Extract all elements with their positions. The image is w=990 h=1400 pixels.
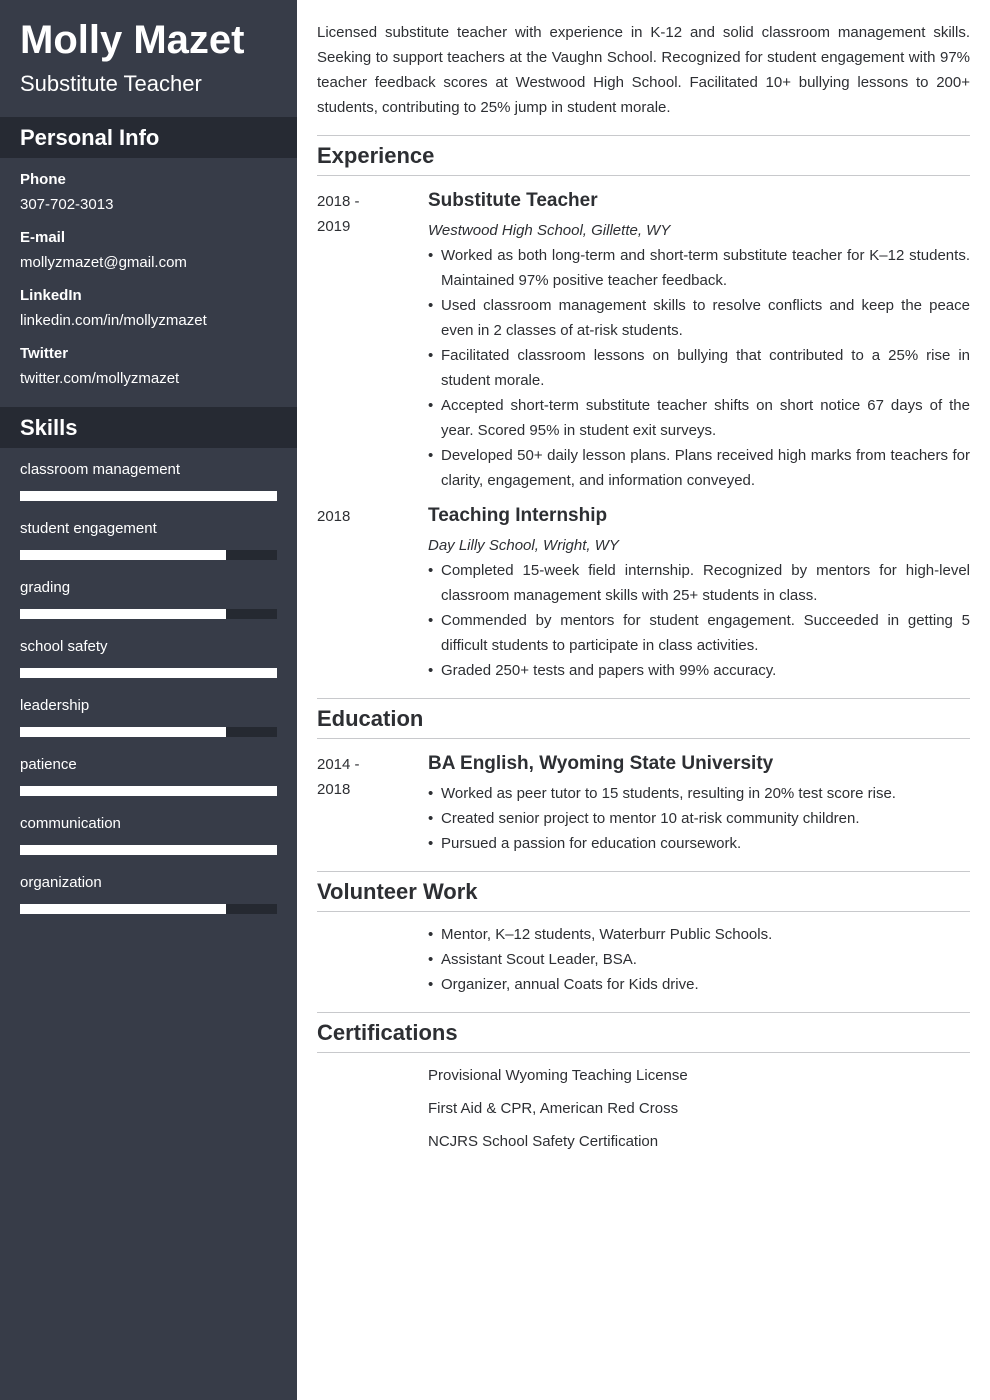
skill-label: leadership (20, 697, 90, 714)
skill-bar (20, 668, 277, 678)
bullet-item: • Facilitated classroom lessons on bullying that contributed to a 25% rise in student morale. (428, 343, 970, 393)
degree-title: BA English, Wyoming State University (428, 753, 774, 774)
summary: Licensed substitute teacher with experience in K-12 and solid classroom management skills. Seeking to support teachers at the Vaughn School. Recognized for student engagement with 97% teacher feedback scores at Westwood High School. Facilitated 10+ bullying lessons to 200+ students, contributing to 25% jump in student morale. (317, 24, 970, 116)
job-date-end: 2019 (317, 218, 351, 235)
skill-bar-fill (20, 609, 226, 619)
skill-bar (20, 786, 277, 796)
skill-bar (20, 904, 277, 914)
job-title: Teaching Internship (428, 505, 608, 526)
skill-bar (20, 727, 277, 737)
job-organization: Westwood High School, Gillette, WY (428, 222, 671, 239)
skill-label: student engagement (20, 520, 157, 537)
job-bullets (428, 558, 970, 683)
skill-bar-fill (20, 727, 226, 737)
job-date-start: 2018 - (317, 193, 360, 210)
bullet-item: • Graded 250+ tests and papers with 99% accuracy. (428, 658, 970, 683)
bullet-item: • Developed 50+ daily lesson plans. Plans received high marks from teachers for clarity, engagement, and information conveyed. (428, 443, 970, 493)
section-divider (317, 135, 970, 136)
bullet-item: • Assistant Scout Leader, BSA. (428, 947, 970, 972)
section-divider (317, 738, 970, 739)
skill-bar (20, 550, 277, 560)
skill-label: patience (20, 756, 77, 773)
volunteer-heading: Volunteer Work (317, 879, 478, 904)
skill-bar (20, 609, 277, 619)
bullet-item: • Pursued a passion for education coursework. (428, 831, 970, 856)
skill-bar (20, 491, 277, 501)
section-divider (317, 871, 970, 872)
job-organization: Day Lilly School, Wright, WY (428, 537, 619, 554)
section-divider (317, 911, 970, 912)
personal-info-heading: Personal Info (0, 117, 297, 158)
skill-label: communication (20, 815, 121, 832)
certification-item: Provisional Wyoming Teaching License (428, 1067, 688, 1084)
bullet-item: • Worked as both long-term and short-term substitute teacher for K–12 students. Maintained 97% positive teacher feedback. (428, 243, 970, 293)
skill-bar-fill (20, 904, 226, 914)
job-date-start: 2018 (317, 508, 351, 525)
bullet-item: • Mentor, K–12 students, Waterburr Public Schools. (428, 922, 970, 947)
volunteer-bullets (428, 922, 970, 997)
section-divider (317, 1052, 970, 1053)
skill-bar-fill (20, 491, 277, 501)
linkedin-value: linkedin.com/in/mollyzmazet (20, 312, 207, 329)
linkedin-label: LinkedIn (20, 287, 82, 304)
bullet-item: • Worked as peer tutor to 15 students, resulting in 20% test score rise. (428, 781, 970, 806)
bullet-item: • Accepted short-term substitute teacher shifts on short notice 67 days of the year. Scored 95% in student exit surveys. (428, 393, 970, 443)
skill-bar-fill (20, 668, 277, 678)
phone-label: Phone (20, 171, 66, 188)
candidate-name: Molly Mazet (20, 18, 245, 62)
skill-bar-fill (20, 786, 277, 796)
section-divider (317, 175, 970, 176)
section-divider (317, 698, 970, 699)
skill-bar-fill (20, 845, 277, 855)
twitter-value: twitter.com/mollyzmazet (20, 370, 180, 387)
sidebar (0, 0, 297, 1400)
education-heading: Education (317, 706, 424, 731)
certification-item: NCJRS School Safety Certification (428, 1133, 659, 1150)
skill-label: organization (20, 874, 102, 891)
skill-label: grading (20, 579, 71, 596)
bullet-item: • Created senior project to mentor 10 at-risk community children. (428, 806, 970, 831)
job-title: Substitute Teacher (428, 190, 598, 211)
candidate-role: Substitute Teacher (20, 71, 202, 96)
bullet-item: • Used classroom management skills to resolve conflicts and keep the peace even in 2 classes of at-risk students. (428, 293, 970, 343)
bullet-item: • Organizer, annual Coats for Kids drive. (428, 972, 970, 997)
skill-bar (20, 845, 277, 855)
phone-value: 307-702-3013 (20, 196, 114, 213)
section-divider (317, 1012, 970, 1013)
bullet-item: • Commended by mentors for student engagement. Succeeded in getting 5 difficult students to participate in class activities. (428, 608, 970, 658)
skill-bar-fill (20, 550, 226, 560)
email-value: mollyzmazet@gmail.com (20, 254, 187, 271)
edu-date-end: 2018 (317, 781, 351, 798)
bullet-item: • Completed 15-week field internship. Recognized by mentors for high-level classroom management skills with 25+ students in class. (428, 558, 970, 608)
certification-item: First Aid & CPR, American Red Cross (428, 1100, 679, 1117)
email-label: E-mail (20, 229, 66, 246)
skills-heading: Skills (0, 407, 297, 448)
job-bullets (428, 243, 970, 493)
education-bullets (428, 781, 970, 856)
skill-label: classroom management (20, 461, 181, 478)
twitter-label: Twitter (20, 345, 69, 362)
certifications-heading: Certifications (317, 1020, 458, 1045)
edu-date-start: 2014 - (317, 756, 360, 773)
skill-label: school safety (20, 638, 108, 655)
experience-heading: Experience (317, 143, 435, 168)
